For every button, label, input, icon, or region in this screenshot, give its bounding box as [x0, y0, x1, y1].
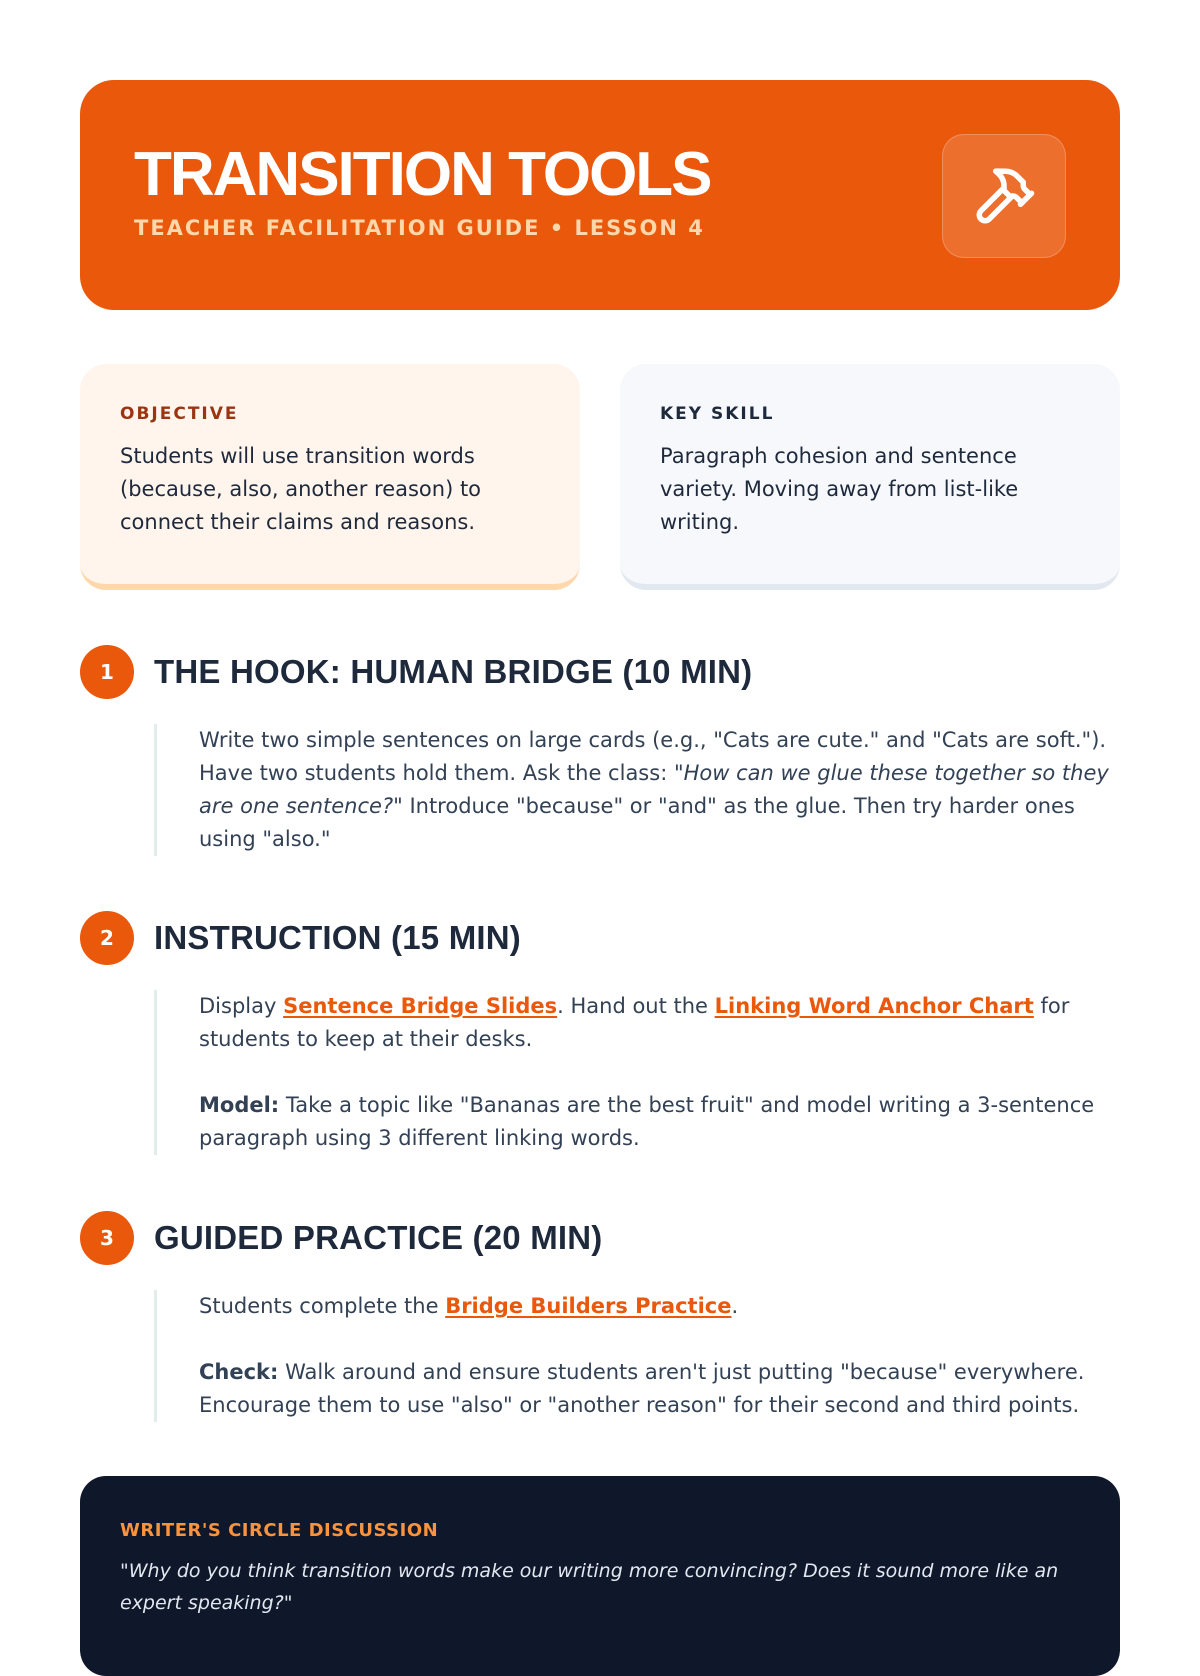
- section-guided-practice: [80, 1210, 1120, 1422]
- section-hook: [80, 644, 1120, 856]
- paragraph-text: Take a topic like "Bananas are the best fruit" and model writing a 3-sentence paragraph using 3 different linking words.: [199, 1093, 1095, 1150]
- paragraph-text: Students complete the: [199, 1294, 446, 1318]
- paragraph-text: . Hand out the: [557, 994, 715, 1018]
- discussion-box: [80, 1476, 1120, 1676]
- section-paragraph: [199, 1356, 1120, 1422]
- lesson-header: [80, 80, 1120, 310]
- key-skill-label: KEY SKILL: [660, 404, 775, 424]
- hammer-icon: [942, 134, 1066, 258]
- section-title: INSTRUCTION (15 MIN): [154, 919, 521, 956]
- section-paragraph: [199, 1290, 1120, 1323]
- linking-word-anchor-chart-link[interactable]: Linking Word Anchor Chart: [714, 994, 1034, 1018]
- page-title: TRANSITION TOOLS: [134, 140, 711, 209]
- paragraph-text: .: [731, 1294, 739, 1318]
- discussion-label: WRITER'S CIRCLE DISCUSSION: [120, 1520, 439, 1541]
- step-number-badge: 2: [80, 911, 134, 965]
- step-number-badge: 3: [80, 1211, 134, 1265]
- key-skill-text: Paragraph cohesion and sentence variety. Moving away from list-like writing.: [660, 444, 1019, 534]
- section-paragraph: [199, 990, 1120, 1056]
- paragraph-text: for students to keep at their desks.: [199, 994, 1070, 1051]
- discussion-quote: "How can we glue these together so they are one sentence?": [199, 761, 1109, 818]
- model-label: Model:: [199, 1093, 280, 1117]
- section-body: [154, 990, 1120, 1155]
- discussion-text: "Why do you think transition words make our writing more convincing? Does it sound more like an expert speaking?": [120, 1560, 1059, 1614]
- paragraph-text: Display: [199, 994, 284, 1018]
- bridge-builders-practice-link[interactable]: Bridge Builders Practice: [445, 1294, 732, 1318]
- section-body: [154, 1290, 1120, 1422]
- paragraph-text: Introduce "because" or "and" as the glue. Then try harder ones using "also.": [199, 794, 1075, 851]
- objective-text: Students will use transition words (because, also, another reason) to connect their claims and reasons.: [120, 444, 482, 534]
- key-skill-card: [620, 364, 1120, 590]
- section-paragraph: [199, 1089, 1120, 1155]
- section-paragraph: [199, 724, 1120, 856]
- check-label: Check:: [199, 1360, 279, 1384]
- objective-label: OBJECTIVE: [120, 404, 239, 424]
- paragraph-text: Write two simple sentences on large cards (e.g., "Cats are cute." and "Cats are soft."). Have two students hold them. Ask the class:: [199, 728, 1107, 785]
- section-body: [154, 724, 1120, 856]
- section-title: THE HOOK: HUMAN BRIDGE (10 MIN): [154, 653, 753, 690]
- objective-card: [80, 364, 580, 590]
- section-title: GUIDED PRACTICE (20 MIN): [154, 1219, 603, 1256]
- step-number-badge: 1: [80, 645, 134, 699]
- paragraph-text: Walk around and ensure students aren't just putting "because" everywhere. Encourage them to use "also" or "another reason" for their second and third points.: [199, 1360, 1085, 1417]
- page-subtitle: TEACHER FACILITATION GUIDE • LESSON 4: [134, 216, 705, 240]
- sentence-bridge-slides-link[interactable]: Sentence Bridge Slides: [283, 994, 558, 1018]
- section-instruction: [80, 910, 1120, 1155]
